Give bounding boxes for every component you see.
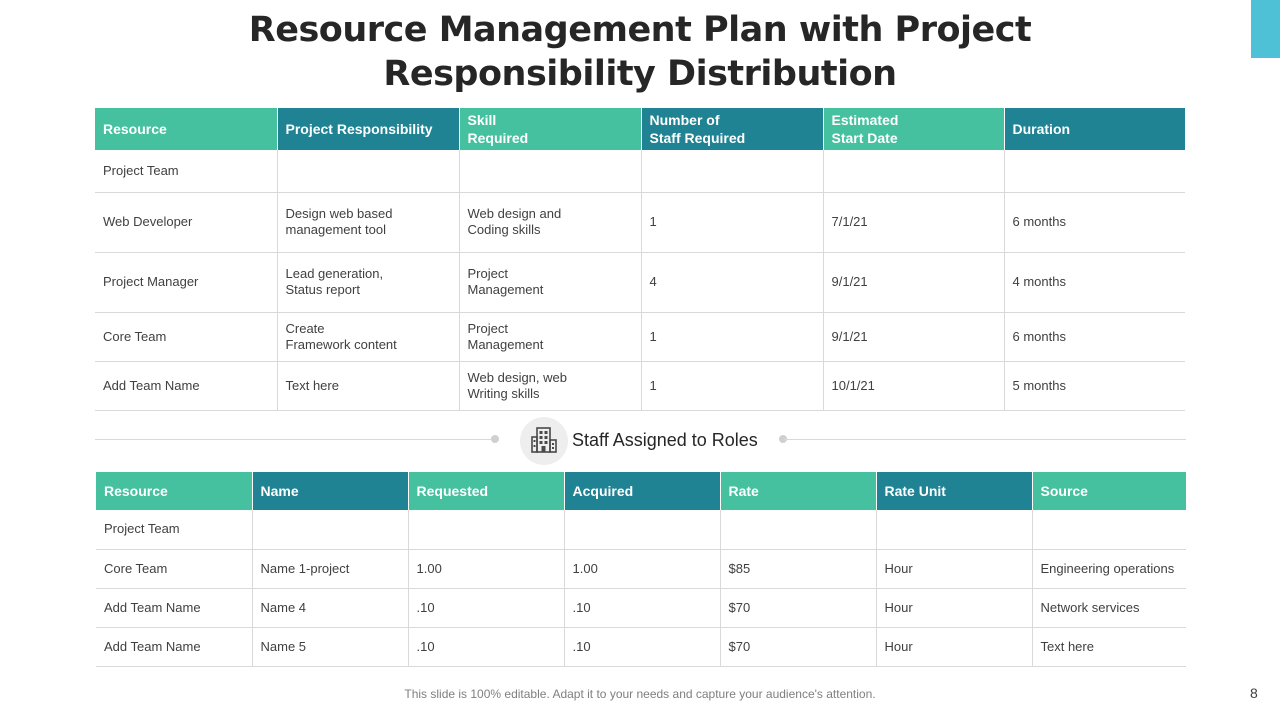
table-cell (1004, 150, 1185, 192)
table-cell: Network services (1032, 588, 1186, 627)
table-cell: .10 (408, 588, 564, 627)
table-cell: Engineering operations (1032, 549, 1186, 588)
table-cell: 6 months (1004, 312, 1185, 361)
section-icon-circle (520, 417, 568, 465)
table-cell (876, 510, 1032, 549)
column-header: Project Responsibility (277, 108, 459, 150)
table-cell (408, 510, 564, 549)
table-cell: 10/1/21 (823, 361, 1004, 410)
table-cell: .10 (564, 588, 720, 627)
table-cell: Core Team (96, 549, 252, 588)
column-header: Resource (96, 472, 252, 510)
table-cell: Web design, web Writing skills (459, 361, 641, 410)
column-header: Rate (720, 472, 876, 510)
table-cell: Lead generation, Status report (277, 252, 459, 312)
table-cell: Project Management (459, 312, 641, 361)
table-row (95, 361, 1185, 410)
table-cell: 4 (641, 252, 823, 312)
section-divider-left (95, 439, 495, 440)
header-row (95, 108, 1185, 150)
table-cell: Name 4 (252, 588, 408, 627)
column-header: Estimated Start Date (823, 108, 1004, 150)
footer-note: This slide is 100% editable. Adapt it to your needs and capture your audience's attention. (404, 687, 876, 701)
resource-responsibility-table (95, 108, 1185, 411)
table-row (96, 549, 1186, 588)
table-cell: 1.00 (564, 549, 720, 588)
table-cell: 5 months (1004, 361, 1185, 410)
slide-title: Resource Management Plan with Project Responsibility Distribution (248, 10, 1032, 94)
table-cell: 1 (641, 361, 823, 410)
office-building-icon (529, 425, 559, 455)
table-row (95, 150, 1185, 192)
table-header (95, 108, 1185, 150)
table-cell: Hour (876, 588, 1032, 627)
table-row (96, 627, 1186, 666)
table-row (95, 252, 1185, 312)
section-divider-right (784, 439, 1186, 440)
column-header: Rate Unit (876, 472, 1032, 510)
table-cell (459, 150, 641, 192)
table-cell (720, 510, 876, 549)
table-cell: 9/1/21 (823, 312, 1004, 361)
column-header: Number of Staff Required (641, 108, 823, 150)
table-cell: Text here (1032, 627, 1186, 666)
column-header: Name (252, 472, 408, 510)
staff-assignment-table (96, 472, 1186, 667)
column-header: Source (1032, 472, 1186, 510)
table-cell: .10 (564, 627, 720, 666)
table-cell (1032, 510, 1186, 549)
table-cell (277, 150, 459, 192)
table-cell: Project Manager (95, 252, 277, 312)
table-cell: Create Framework content (277, 312, 459, 361)
table-cell: $85 (720, 549, 876, 588)
table-row (95, 312, 1185, 361)
table-cell: 7/1/21 (823, 192, 1004, 252)
table-cell: Web design and Coding skills (459, 192, 641, 252)
column-header: Duration (1004, 108, 1185, 150)
corner-accent-bar (1251, 0, 1280, 58)
table-cell (564, 510, 720, 549)
table-cell (252, 510, 408, 549)
table-cell: Name 5 (252, 627, 408, 666)
page-number: 8 (1250, 685, 1258, 701)
table-cell: Core Team (95, 312, 277, 361)
table-header (96, 472, 1186, 510)
table-cell: Name 1-project (252, 549, 408, 588)
table-cell: Web Developer (95, 192, 277, 252)
table-cell: Add Team Name (96, 588, 252, 627)
table-cell: $70 (720, 588, 876, 627)
table-cell: 1 (641, 192, 823, 252)
table-cell: $70 (720, 627, 876, 666)
column-header: Skill Required (459, 108, 641, 150)
table-cell: Project Team (95, 150, 277, 192)
table-cell: Project Management (459, 252, 641, 312)
table-cell: 1 (641, 312, 823, 361)
table-row (96, 510, 1186, 549)
table-cell (641, 150, 823, 192)
table-cell: 6 months (1004, 192, 1185, 252)
column-header: Requested (408, 472, 564, 510)
table-cell: 1.00 (408, 549, 564, 588)
table-cell: 4 months (1004, 252, 1185, 312)
table-cell: Project Team (96, 510, 252, 549)
table-cell: Hour (876, 549, 1032, 588)
table-cell: Design web based management tool (277, 192, 459, 252)
table-cell (823, 150, 1004, 192)
table-cell: Add Team Name (95, 361, 277, 410)
column-header: Acquired (564, 472, 720, 510)
table-body (96, 510, 1186, 666)
table-row (96, 588, 1186, 627)
header-row (96, 472, 1186, 510)
section-label: Staff Assigned to Roles (572, 430, 758, 450)
table-cell: Add Team Name (96, 627, 252, 666)
column-header: Resource (95, 108, 277, 150)
table-cell: .10 (408, 627, 564, 666)
table-cell: 9/1/21 (823, 252, 1004, 312)
table-cell: Text here (277, 361, 459, 410)
divider-dot (491, 435, 499, 443)
table-body (95, 150, 1185, 410)
table-row (95, 192, 1185, 252)
table-cell: Hour (876, 627, 1032, 666)
